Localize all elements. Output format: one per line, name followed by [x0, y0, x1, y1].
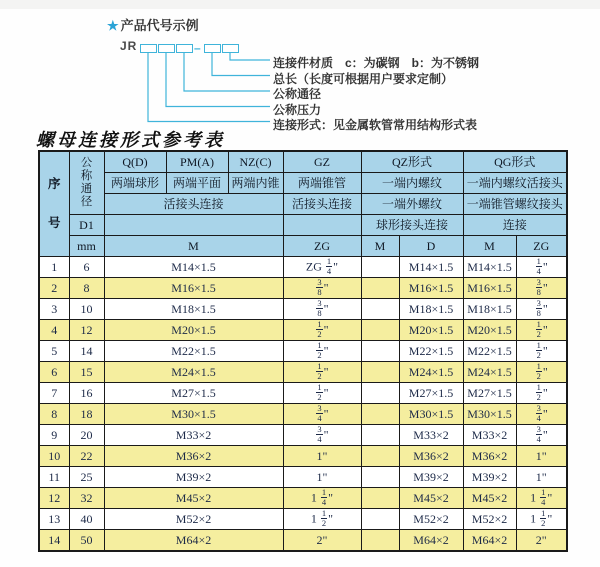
- header-form-gz: GZ: [283, 151, 361, 173]
- table-row: [39, 446, 567, 467]
- table-row: [39, 425, 567, 446]
- cell-qg-zg: $\frac{1}{4}$ ": [516, 257, 567, 278]
- cell-seq: 8: [39, 404, 69, 425]
- header-mm: mm: [69, 236, 104, 257]
- header-style-qg: 一端内螺纹活接头: [463, 173, 567, 194]
- cell-m-thread: M16×1.5: [104, 278, 283, 299]
- cell-qg-m: M24×1.5: [463, 362, 516, 383]
- cell-m-thread: M33×2: [104, 425, 283, 446]
- cell-qg-zg: $\frac{1}{2}$ ": [516, 320, 567, 341]
- cell-dn: 6: [69, 257, 104, 278]
- cell-qz-d: M36×2: [399, 446, 463, 467]
- cell-qz-m: [361, 278, 399, 299]
- cell-dn: 8: [69, 278, 104, 299]
- cell-qg-m: M52×2: [463, 509, 516, 530]
- cell-qz-d: M39×2: [399, 467, 463, 488]
- cell-seq: 1: [39, 257, 69, 278]
- cell-qz-m: [361, 383, 399, 404]
- header-connect-union: 活接头连接: [104, 194, 283, 215]
- code-box-1: [140, 44, 157, 53]
- cell-qg-zg: $\frac{1}{2}$ ": [516, 341, 567, 362]
- cell-qg-m: M18×1.5: [463, 299, 516, 320]
- cell-qg-zg: 2": [516, 530, 567, 552]
- table-row: [39, 341, 567, 362]
- cell-qg-zg: $\frac{3}{4}$ ": [516, 425, 567, 446]
- cell-qz-d: M33×2: [399, 425, 463, 446]
- header-ball-connect: 球形接头连接: [361, 215, 463, 236]
- cell-qz-d: M45×2: [399, 488, 463, 509]
- cell-m-thread: M27×1.5: [104, 383, 283, 404]
- cell-qz-d: M16×1.5: [399, 278, 463, 299]
- cell-dn: 22: [69, 446, 104, 467]
- cell-seq: 12: [39, 488, 69, 509]
- cell-qz-d: M24×1.5: [399, 362, 463, 383]
- cell-seq: 13: [39, 509, 69, 530]
- table-row: [39, 257, 567, 278]
- cell-dn: 18: [69, 404, 104, 425]
- cell-seq: 4: [39, 320, 69, 341]
- cell-m-thread: M36×2: [104, 446, 283, 467]
- header-form-qg: QG形式: [463, 151, 567, 173]
- code-prefix: JR: [120, 39, 138, 53]
- cell-qg-zg: 1": [516, 467, 567, 488]
- cell-qg-zg: $\frac{3}{8}$ ": [516, 299, 567, 320]
- cell-qz-d: M22×1.5: [399, 341, 463, 362]
- cell-dn: 20: [69, 425, 104, 446]
- cell-gz: $\frac{3}{4}$ ": [283, 425, 361, 446]
- cell-gz: 1 $\frac{1}{2}$ ": [283, 509, 361, 530]
- cell-qz-m: [361, 446, 399, 467]
- code-box-5: [222, 44, 239, 53]
- cell-seq: 10: [39, 446, 69, 467]
- cell-m-thread: M39×2: [104, 467, 283, 488]
- code-box-2: [158, 44, 175, 53]
- code-box-4: [204, 44, 221, 53]
- cell-qz-m: [361, 404, 399, 425]
- header-style-qd: 两端球形: [104, 173, 166, 194]
- cell-dn: 25: [69, 467, 104, 488]
- cell-dn: 32: [69, 488, 104, 509]
- table-row: [39, 467, 567, 488]
- cell-gz: 1": [283, 446, 361, 467]
- cell-m-thread: M18×1.5: [104, 299, 283, 320]
- cell-dn: 15: [69, 362, 104, 383]
- cell-qz-m: [361, 530, 399, 552]
- cell-qz-d: M20×1.5: [399, 320, 463, 341]
- cell-qz-m: [361, 257, 399, 278]
- cell-gz: ZG $\frac{1}{4}$ ": [283, 257, 361, 278]
- table-row: [39, 320, 567, 341]
- table-row: [39, 488, 567, 509]
- cell-qg-zg: $\frac{3}{4}$ ": [516, 404, 567, 425]
- cell-qg-zg: $\frac{1}{2}$ ": [516, 362, 567, 383]
- cell-m-thread: M45×2: [104, 488, 283, 509]
- callout-material: 连接件材质 c：为碳钢 b：为不锈钢: [273, 56, 480, 70]
- cell-m-thread: M24×1.5: [104, 362, 283, 383]
- cell-qz-d: M14×1.5: [399, 257, 463, 278]
- callout-total-length: 总长（长度可根据用户要求定制）: [273, 71, 454, 86]
- header-style-pma: 两端平面: [166, 173, 228, 194]
- cell-qg-m: M27×1.5: [463, 383, 516, 404]
- header-connect-label: 连接: [463, 215, 567, 236]
- cell-qz-d: M30×1.5: [399, 404, 463, 425]
- header-unit-zg: ZG: [283, 236, 361, 257]
- cell-qg-m: M64×2: [463, 530, 516, 552]
- header-connect-gz: 活接头连接: [283, 194, 361, 215]
- callout-nominal-dia: 公称通径: [273, 87, 322, 101]
- cell-qz-d: M52×2: [399, 509, 463, 530]
- cell-qz-m: [361, 425, 399, 446]
- cell-qg-m: M16×1.5: [463, 278, 516, 299]
- star-icon: ★: [107, 18, 119, 33]
- header-unit-qz-m: M: [361, 236, 399, 257]
- table-row: [39, 530, 567, 552]
- cell-gz: $\frac{1}{2}$ ": [283, 362, 361, 383]
- cell-gz: $\frac{3}{8}$ ": [283, 278, 361, 299]
- cell-qg-m: M20×1.5: [463, 320, 516, 341]
- table-row: [39, 278, 567, 299]
- header-dn: 公 称 通 径: [69, 151, 104, 215]
- header-seq: 序 号: [39, 151, 69, 257]
- cell-qg-m: M33×2: [463, 425, 516, 446]
- cell-gz: $\frac{1}{2}$ ": [283, 341, 361, 362]
- nut-connection-table: [38, 150, 568, 552]
- header-unit-m: M: [104, 236, 283, 257]
- cell-seq: 14: [39, 530, 69, 552]
- table-title: 螺母连接形式参考表: [36, 130, 225, 150]
- cell-qz-m: [361, 509, 399, 530]
- cell-qg-zg: 1 $\frac{1}{4}$ ": [516, 488, 567, 509]
- product-code-heading: [107, 15, 199, 34]
- cell-qz-m: [361, 488, 399, 509]
- cell-seq: 6: [39, 362, 69, 383]
- cell-qz-m: [361, 362, 399, 383]
- cell-qg-m: M30×1.5: [463, 404, 516, 425]
- table-row: [39, 383, 567, 404]
- table-row: [39, 362, 567, 383]
- cell-gz: 1": [283, 467, 361, 488]
- cell-m-thread: M14×1.5: [104, 257, 283, 278]
- cell-gz: $\frac{1}{2}$ ": [283, 383, 361, 404]
- cell-dn: 10: [69, 299, 104, 320]
- cell-m-thread: M64×2: [104, 530, 283, 552]
- product-code-heading-text: 产品代号示例: [120, 18, 199, 33]
- cell-qz-d: M64×2: [399, 530, 463, 552]
- cell-dn: 50: [69, 530, 104, 552]
- header-unit-qg-zg: ZG: [516, 236, 567, 257]
- header-unit-qz-d: D: [399, 236, 463, 257]
- cell-seq: 7: [39, 383, 69, 404]
- cell-qz-d: M27×1.5: [399, 383, 463, 404]
- cell-qg-zg: $\frac{1}{2}$ ": [516, 383, 567, 404]
- header-style-qz: 一端内螺纹: [361, 173, 463, 194]
- cell-dn: 16: [69, 383, 104, 404]
- cell-dn: 14: [69, 341, 104, 362]
- header-blank-gz: [283, 215, 361, 236]
- header-style-nzc: 两端内锥: [228, 173, 283, 194]
- callout-nominal-press: 公称压力: [273, 102, 322, 117]
- header-blank-m: [104, 215, 283, 236]
- header-form-nzc: NZ(C): [228, 151, 283, 173]
- cell-dn: 40: [69, 509, 104, 530]
- cell-gz: $\frac{3}{8}$ ": [283, 299, 361, 320]
- header-unit-qg-m: M: [463, 236, 516, 257]
- code-box-3: [176, 44, 193, 53]
- cell-qz-m: [361, 320, 399, 341]
- cell-qg-zg: 1": [516, 446, 567, 467]
- cell-gz: 2": [283, 530, 361, 552]
- callout-connection-form: 连接形式：见金属软管常用结构形式表: [273, 118, 478, 132]
- table-row: [39, 299, 567, 320]
- cell-seq: 2: [39, 278, 69, 299]
- table-row: [39, 404, 567, 425]
- cell-seq: 3: [39, 299, 69, 320]
- cell-qg-m: M45×2: [463, 488, 516, 509]
- header-style-gz: 两端锥管: [283, 173, 361, 194]
- header-connect-qz: 一端外螺纹: [361, 194, 463, 215]
- cell-m-thread: M22×1.5: [104, 341, 283, 362]
- cell-qg-m: M39×2: [463, 467, 516, 488]
- table-row: [39, 509, 567, 530]
- cell-gz: $\frac{3}{4}$ ": [283, 404, 361, 425]
- header-form-pma: PM(A): [166, 151, 228, 173]
- header-d1: D1: [69, 215, 104, 236]
- page-top-strip: [0, 0, 600, 9]
- cell-qz-m: [361, 299, 399, 320]
- cell-m-thread: M52×2: [104, 509, 283, 530]
- cell-qg-m: M36×2: [463, 446, 516, 467]
- cell-m-thread: M20×1.5: [104, 320, 283, 341]
- cell-seq: 9: [39, 425, 69, 446]
- cell-qz-m: [361, 341, 399, 362]
- header-connect-qg: 一端锥管螺纹接头: [463, 194, 567, 215]
- cell-qg-zg: $\frac{3}{8}$ ": [516, 278, 567, 299]
- cell-qz-m: [361, 467, 399, 488]
- cell-qg-zg: 1 $\frac{1}{2}$ ": [516, 509, 567, 530]
- cell-gz: $\frac{1}{2}$ ": [283, 320, 361, 341]
- cell-gz: 1 $\frac{1}{4}$ ": [283, 488, 361, 509]
- cell-qg-m: M22×1.5: [463, 341, 516, 362]
- cell-m-thread: M30×1.5: [104, 404, 283, 425]
- cell-qz-d: M18×1.5: [399, 299, 463, 320]
- cell-seq: 5: [39, 341, 69, 362]
- code-dash: –: [194, 41, 201, 55]
- cell-qg-m: M14×1.5: [463, 257, 516, 278]
- header-form-qz: QZ形式: [361, 151, 463, 173]
- cell-seq: 11: [39, 467, 69, 488]
- cell-dn: 12: [69, 320, 104, 341]
- header-form-qd: Q(D): [104, 151, 166, 173]
